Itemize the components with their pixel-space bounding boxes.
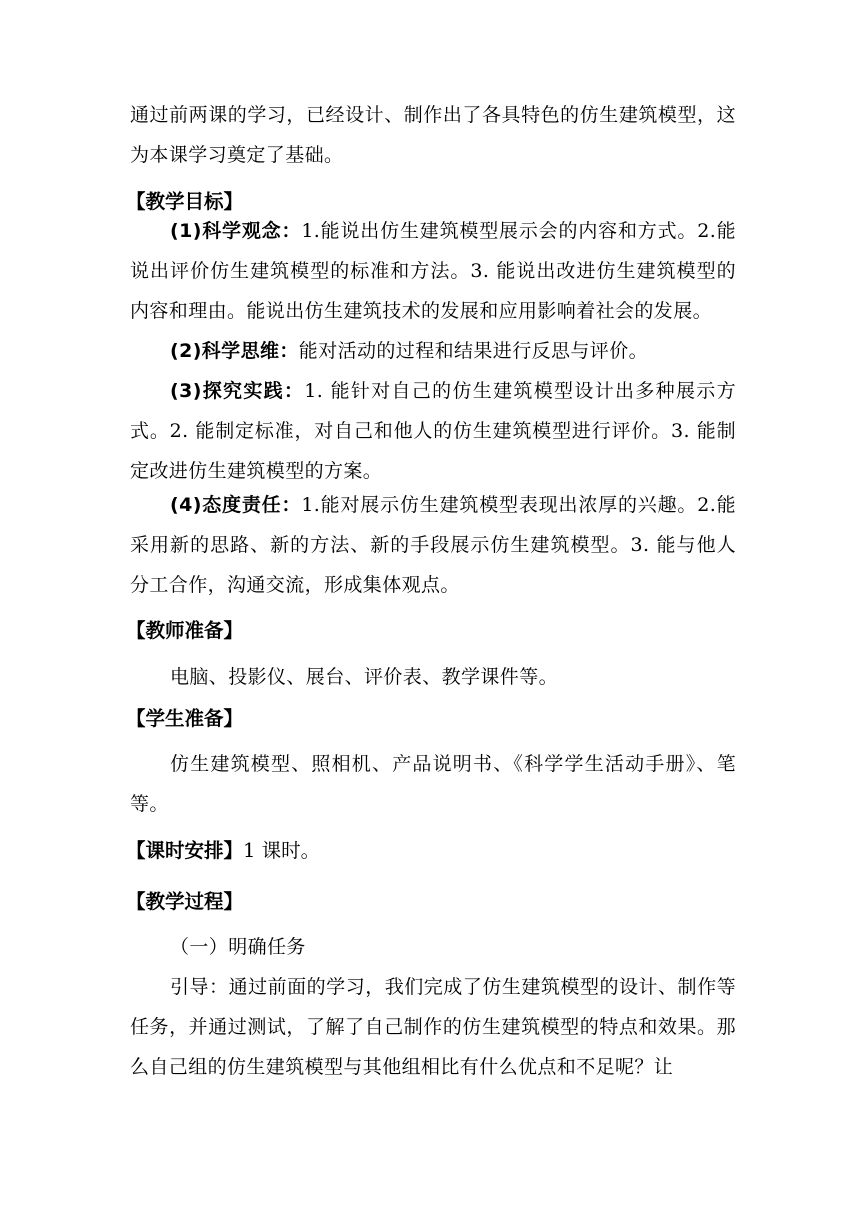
process-heading: 【教学过程】 — [126, 890, 244, 913]
objective-text: 1.能说出仿生建筑模型展示会的内容和方式。2.能说出评价仿生建筑模型的标准和方法。3. 能说出改进仿生建筑模型的内容和理由。能说出仿生建筑技术的发展和应用影响着社会的发展。 — [130, 220, 736, 322]
schedule-heading: 【课时安排】 — [126, 839, 244, 862]
objective-label: (3)探究实践： — [170, 380, 305, 402]
objective-label: (1)科学观念： — [170, 220, 302, 242]
objective-science-thinking — [130, 331, 736, 371]
teacher-prep-text: 电脑、投影仪、展台、评价表、教学课件等。 — [170, 666, 559, 688]
objective-text: 能对活动的过程和结果进行反思与评价。 — [298, 340, 648, 362]
student-prep-text: 仿生建筑模型、照相机、产品说明书、《科学学生活动手册》、笔等。 — [130, 753, 736, 815]
schedule-line — [126, 836, 320, 866]
objective-label: (4)态度责任： — [170, 494, 302, 516]
teacher-prep-heading: 【教师准备】 — [126, 619, 244, 642]
student-prep-heading: 【学生准备】 — [126, 707, 244, 730]
process-section-title: （一）明确任务 — [170, 936, 306, 958]
process-intro-paragraph: 引导：通过前面的学习，我们完成了仿生建筑模型的设计、制作等任务，并通过测试，了解了自己制作的仿生建筑模型的特点和效果。那么自己组的仿生建筑模型与其他组相比有什么优点和不足呢？让 — [130, 976, 736, 1078]
objective-inquiry-practice — [130, 371, 736, 491]
objective-label: (2)科学思维： — [170, 340, 299, 362]
schedule-text: 1 课时。 — [243, 839, 321, 862]
intro-paragraph: 通过前两课的学习，已经设计、制作出了各具特色的仿生建筑模型，这为本课学习奠定了基础。 — [130, 104, 736, 166]
objectives-heading: 【教学目标】 — [126, 190, 244, 213]
objective-attitude-responsibility — [130, 485, 736, 605]
objective-science-concepts — [130, 211, 736, 331]
objective-text: 1. 能针对自己的仿生建筑模型设计出多种展示方式。2. 能制定标准，对自己和他人的仿生建筑模型进行评价。3. 能制定改进仿生建筑模型的方案。 — [130, 380, 736, 482]
objective-text: 1.能对展示仿生建筑模型表现出浓厚的兴趣。2.能采用新的思路、新的方法、新的手段展示仿生建筑模型。3. 能与他人分工合作，沟通交流，形成集体观点。 — [130, 494, 736, 596]
